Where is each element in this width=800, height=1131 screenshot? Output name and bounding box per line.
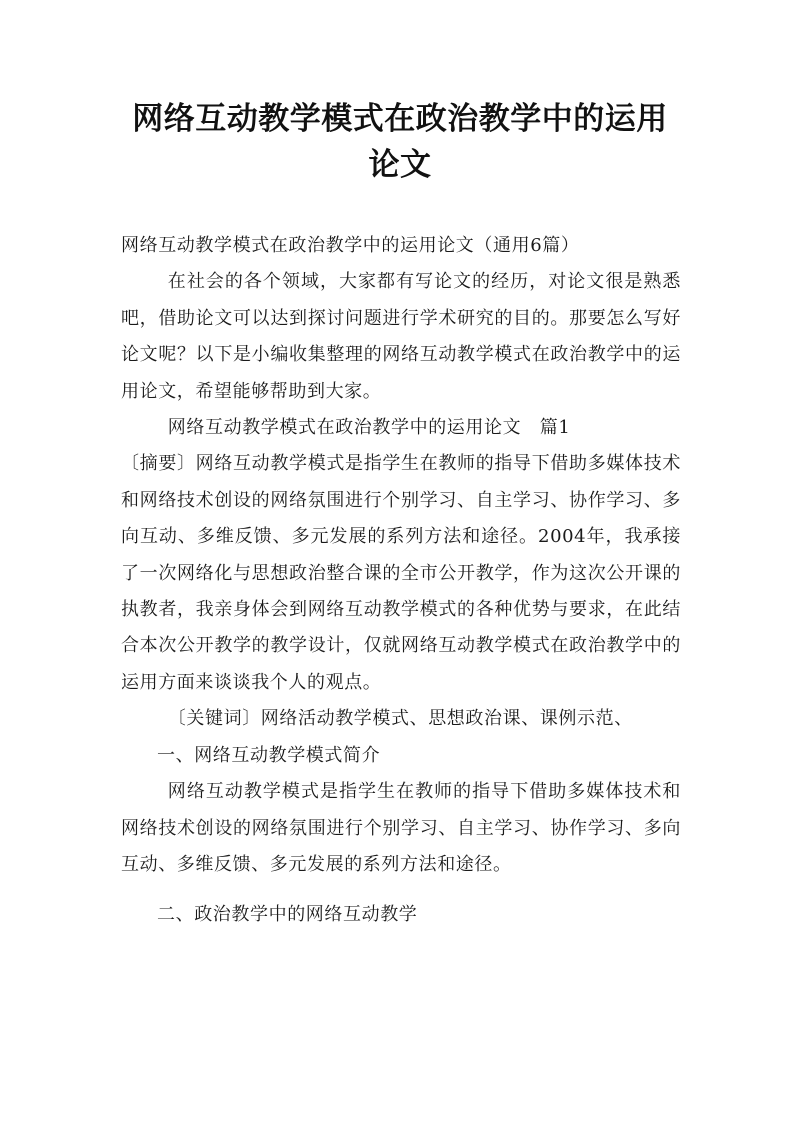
section1-heading: 一、网络互动教学模式简介 [157, 744, 381, 766]
article-heading: 网络互动教学模式在政治教学中的运用论文 篇1 [167, 417, 571, 439]
abstract-paragraph: 〔摘要〕网络互动教学模式是指学生在教师的指导下借助多媒体技术和网络技术创设的网络氛围进行个别学习、自主学习、协作学习、多向互动、多维反馈、多元发展的系列方法和途径。2004年，我承接了一次网络化与思想政治整合课的全市公开教学，作为这次公开课的执教者，我亲身体会到网络互动教学模式的各种优势与要求，在此结合本次公开教学的教学设计，仅就网络互动教学模式在政治教学中的运用方面来谈谈我个人的观点。 [121, 453, 681, 693]
section2-heading: 二、政治教学中的网络互动教学 [157, 904, 418, 926]
intro-paragraph: 在社会的各个领域，大家都有写论文的经历，对论文很是熟悉吧，借助论文可以达到探讨问题进行学术研究的目的。那要怎么写好论文呢？以下是小编收集整理的网络互动教学模式在政治教学中的运用论文，希望能够帮助到大家。 [121, 271, 681, 402]
document-title: 网络互动教学模式在政治教学中的运用论文 [132, 101, 668, 183]
paragraph-gap [121, 883, 681, 897]
section1-paragraph: 网络互动教学模式是指学生在教师的指导下借助多媒体技术和网络技术创设的网络氛围进行个别学习、自主学习、协作学习、多向互动、多维反馈、多元发展的系列方法和途径。 [121, 781, 681, 875]
document-body [121, 228, 681, 934]
keywords-line: 〔关键词〕网络活动教学模式、思想政治课、课例示范、 [167, 708, 633, 730]
subtitle-line: 网络互动教学模式在政治教学中的运用论文（通用6篇） [121, 235, 580, 256]
